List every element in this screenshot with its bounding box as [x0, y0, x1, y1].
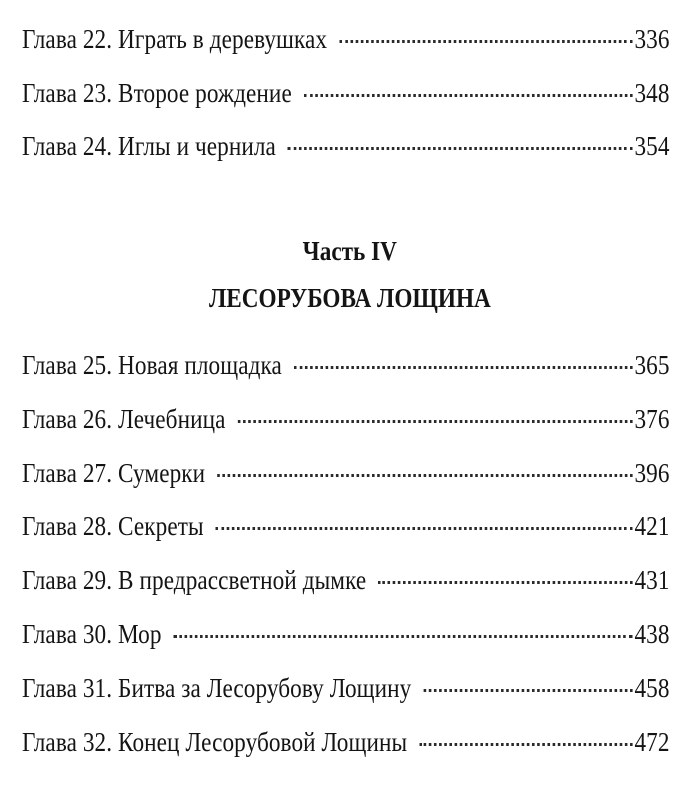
- dot-leader: [339, 40, 633, 43]
- chapter-title: Глава 31. Битва за Лесорубову Лощину: [22, 672, 412, 703]
- dot-leader: [217, 474, 633, 477]
- chapter-title: Глава 23. Второе рождение: [22, 77, 292, 108]
- page-number: 431: [634, 565, 670, 596]
- dot-leader: [174, 635, 633, 638]
- toc-entry: [22, 673, 670, 727]
- dot-leader: [288, 147, 633, 150]
- dot-leader: [238, 420, 633, 423]
- chapter-title: Глава 26. Лечебница: [22, 403, 226, 434]
- toc-entry: [22, 565, 670, 619]
- page-number: 396: [634, 457, 670, 488]
- chapter-title: Глава 25. Новая площадка: [22, 350, 282, 380]
- page-number: 472: [634, 726, 670, 757]
- page-number: 421: [634, 511, 670, 542]
- part-title: [0, 283, 700, 314]
- page-number: 365: [634, 350, 670, 380]
- dot-leader: [216, 527, 633, 530]
- page-number: 336: [634, 24, 670, 54]
- toc-entry: [22, 458, 670, 512]
- dot-leader: [378, 581, 632, 584]
- page-number: 348: [634, 77, 670, 108]
- dot-leader: [423, 689, 632, 692]
- part-label: [0, 236, 700, 267]
- chapter-title: Глава 30. Мор: [22, 618, 162, 649]
- part-title-text: ЛЕСОРУБОВА ЛОЩИНА: [209, 283, 491, 313]
- chapter-title: Глава 27. Сумерки: [22, 457, 206, 488]
- toc-entry: [22, 619, 670, 673]
- toc-entry: [22, 131, 670, 185]
- toc-entry: [22, 511, 670, 565]
- chapter-title: Глава 24. Иглы и чернила: [22, 131, 276, 161]
- toc-entry: [22, 350, 670, 404]
- chapter-title: Глава 29. В предрассветной дымке: [22, 565, 367, 596]
- toc-list-after: [22, 350, 670, 780]
- dot-leader: [294, 366, 633, 369]
- page-number: 438: [634, 618, 670, 649]
- dot-leader: [304, 94, 633, 97]
- part-label-text: Часть IV: [302, 236, 398, 266]
- toc-list-before: [22, 24, 670, 185]
- page-number: 376: [634, 403, 670, 434]
- toc-entry: [22, 78, 670, 132]
- toc-entry: [22, 727, 670, 781]
- toc-entry: [22, 404, 670, 458]
- page-number: 354: [634, 131, 670, 161]
- chapter-title: Глава 28. Секреты: [22, 511, 204, 542]
- toc-entry: [22, 24, 670, 78]
- dot-leader: [419, 743, 633, 746]
- chapter-title: Глава 22. Играть в деревушках: [22, 24, 328, 54]
- chapter-title: Глава 32. Конец Лесорубовой Лощины: [22, 726, 408, 757]
- page-number: 458: [634, 672, 670, 703]
